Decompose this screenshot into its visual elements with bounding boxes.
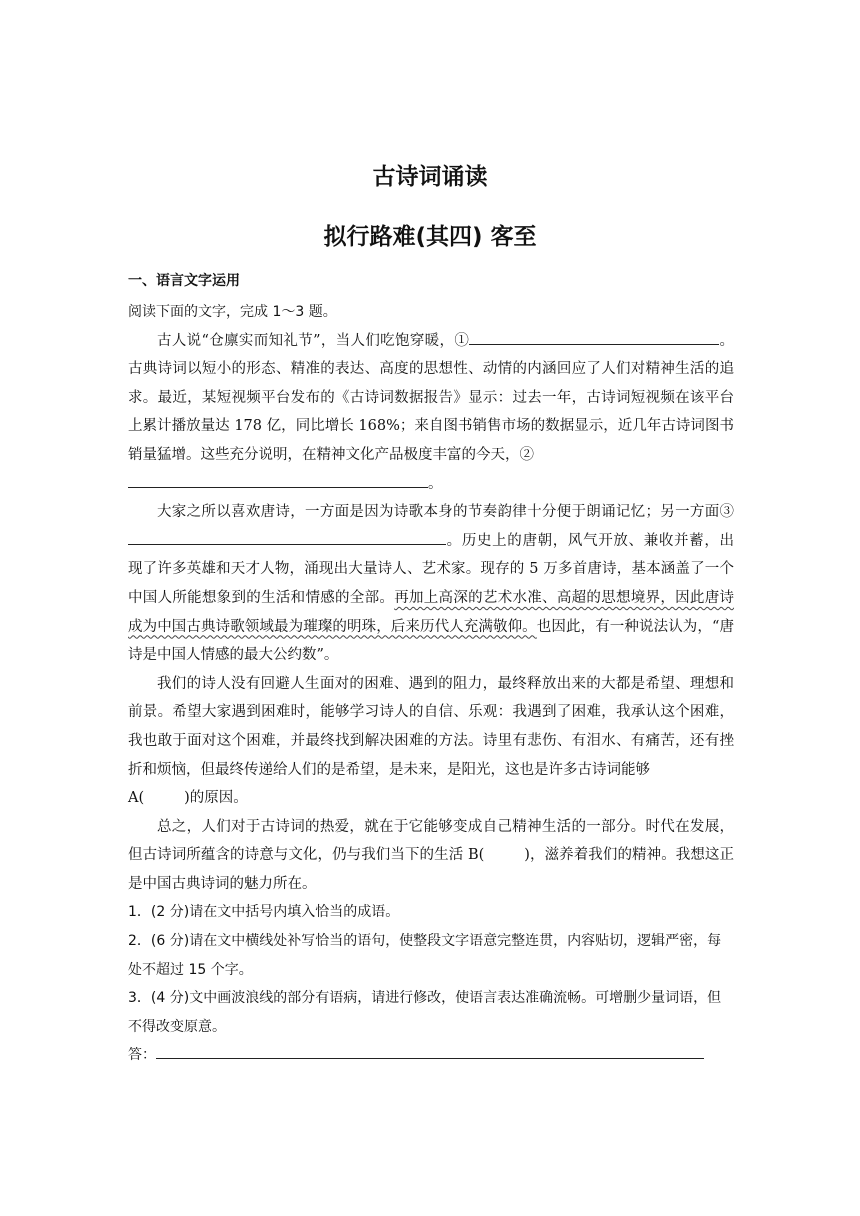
p2-text-a: 大家之所以喜欢唐诗，一方面是因为诗歌本身的节奏韵律十分便于朗诵记忆；另一方面③ [157, 504, 734, 521]
paragraph-2 [128, 498, 734, 670]
reading-body [128, 298, 734, 1070]
question-1: 1．(2 分)请在文中括号内填入恰当的成语。 [128, 904, 400, 921]
blank-a-close: )的原因。 [184, 790, 248, 807]
p2-text-c: 也因此，有一种说法认为，“唐诗是中国人情感的最大公约数”。 [128, 618, 735, 664]
p4-text-a: 总之，人们对于古诗词的热爱，就在于它能够变成自己精神生活的一部分。时代在发展，但古诗词所蕴含的诗意与文化，仍与我们当下的生活 [128, 818, 734, 864]
paragraph-3 [128, 670, 734, 813]
blank-b-close: )，滋养着我们的精神。我想这正是中国古典诗词的魅力所在。 [128, 847, 734, 892]
p3-text-a: 我们的诗人没有回避人生面对的困难、遇到的阻力，最终释放出来的大都是希望、理想和前景。希望大家遇到困难时，能够学习诗人的自信、乐观：我遇到了困难，我承认这个困难，我也敢于面对这个困难，并最终找到解决困难的方法。诗里有悲伤、有泪水、有痛苦，还有挫折和烦恼，但最终传递给人们的是希望，是未来，是阳光，这也是许多古诗词能够 [128, 675, 734, 778]
answer-label: 答： [128, 1047, 156, 1064]
paragraph-4 [128, 813, 734, 899]
answer-line [128, 1041, 734, 1070]
blank-a-label: A( [128, 790, 145, 807]
p1-text-b: 。古典诗词以短小的形态、精准的表达、高度的思想性、动情的内涵回应了人们对精神生活的追求。最近，某短视频平台发布的《古诗词数据报告》显示：过去一年，古诗词短视频在该平台上累计播放量达 178 亿，同比增长 168%；来自图书销售市场的数据显示，近几年古诗词图书销量猛增。这些充分说明，在精神文化产品极度丰富的今天，② [128, 332, 735, 463]
question-2: 2．(6 分)请在文中横线处补写恰当的语句，使整段文字语意完整连贯，内容贴切，逻辑严密，每处不超过 15 个字。 [128, 933, 722, 978]
p2-text-b: 。历史上的唐朝，风气开放、兼收并蓄，出现了许多英雄和天才人物，涌现出大量诗人、艺术家。现存的 5 万多首唐诗，基本涵盖了一个中国人所能想象到的生活和情感的全部。 [128, 532, 734, 606]
wavy-underlined-sentence: 再加上高深的艺术水准、高超的思想境界，因此唐诗成为中国古典诗歌领域最为璀璨的明珠，后来历代人充满敬仰。 [128, 589, 735, 635]
blank-2[interactable] [128, 471, 428, 488]
p1-text-a: 古人说“仓廪实而知礼节”，当人们吃饱穿暖，① [157, 332, 470, 349]
section-heading: 一、语言文字运用 [128, 273, 240, 289]
answer-blank[interactable] [156, 1042, 704, 1059]
blank-1[interactable] [469, 328, 719, 345]
instruction: 阅读下面的文字，完成 1～3 题。 [128, 304, 337, 320]
question-3: 3．(4 分)文中画波浪线的部分有语病，请进行修改，使语言表达准确流畅。可增删少量词语，但不得改变原意。 [128, 990, 722, 1035]
page-title: 古诗词诵读 [372, 164, 488, 190]
page-subtitle: 拟行路难(其四) 客至 [323, 224, 537, 250]
blank-b-label: B( [467, 847, 485, 864]
blank-3[interactable] [128, 528, 446, 545]
paragraph-1 [128, 327, 734, 499]
p1-text-c: 。 [428, 475, 443, 492]
